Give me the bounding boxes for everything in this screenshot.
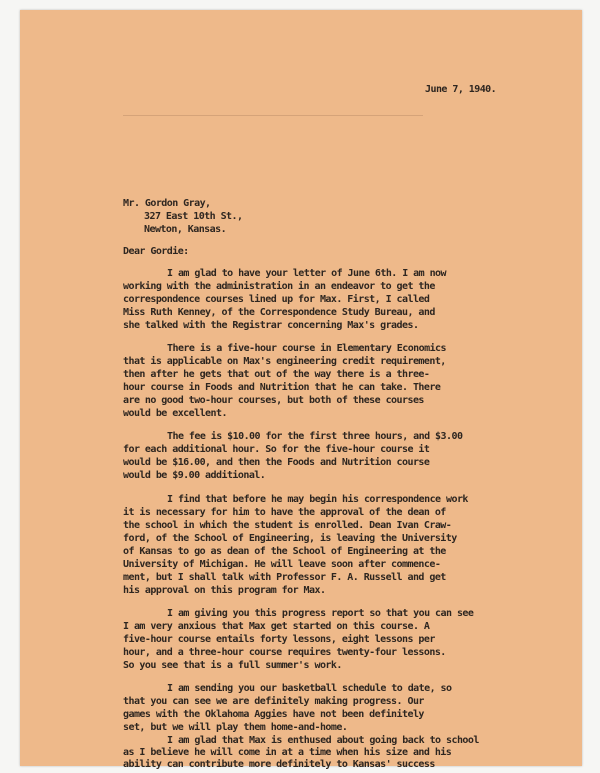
text-line: correspondence courses lined up for Max. First, I called (123, 294, 430, 305)
text-line: are no good two-hour courses, but both of these courses (123, 395, 424, 406)
text-line: There is a five-hour course in Elementary Economics (167, 343, 446, 354)
text-line: that you can see we are definitely making progress. Our (123, 696, 424, 707)
text-line: I am very anxious that Max get started on this course. A (123, 621, 430, 632)
text-line: ability can contribute more definitely to Kansas' success (123, 759, 435, 770)
text-line: I find that before he may begin his correspondence work (167, 494, 468, 505)
text-line: I am giving you this progress report so that you can see (167, 608, 474, 619)
salutation: Dear Gordie: (123, 246, 189, 257)
text-line: set, but we will play them home-and-home. (123, 722, 348, 733)
address-line: 327 East 10th St., (144, 211, 243, 222)
text-line: working with the administration in an endeavor to get the (123, 281, 435, 292)
text-line: would be excellent. (123, 408, 227, 419)
text-line: then after he gets that out of the way there is a three- (123, 369, 430, 380)
text-line: University of Michigan. He will leave soon after commence- (123, 559, 441, 570)
text-line: his approval on this program for Max. (123, 585, 326, 596)
letter-date: June 7, 1940. (425, 84, 497, 95)
text-line: it is necessary for him to have the approval of the dean of (123, 507, 446, 518)
text-line: of Kansas to go as dean of the School of Engineering at the (123, 546, 446, 557)
text-line: as I believe he will come in at a time when his size and his (123, 747, 452, 758)
text-line: hour course in Foods and Nutrition that he can take. There (123, 382, 441, 393)
text-line: I am glad to have your letter of June 6th. I am now (167, 268, 446, 279)
text-line: ment, but I shall talk with Professor F. A. Russell and get (123, 572, 446, 583)
text-line: for each additional hour. So for the five-hour course it (123, 444, 430, 455)
text-line: would be $9.00 additional. (123, 470, 266, 481)
text-line: I am sending you our basketball schedule to date, so (167, 683, 452, 694)
address-line: Newton, Kansas. (144, 224, 227, 235)
text-line: five-hour course entails forty lessons, eight lessons per (123, 634, 435, 645)
letter-page (20, 10, 582, 770)
text-line: would be $16.00, and then the Foods and Nutrition course (123, 457, 430, 468)
paper-mark (123, 115, 423, 116)
text-line: The fee is $10.00 for the first three hours, and $3.00 (167, 431, 463, 442)
text-line: ford, of the School of Engineering, is leaving the University (123, 533, 457, 544)
text-line: So you see that is a full summer's work. (123, 660, 342, 671)
text-line: that is applicable on Max's engineering credit requirement, (123, 356, 446, 367)
text-line: I am glad that Max is enthused about going back to school (167, 735, 479, 746)
text-line: she talked with the Registrar concerning Max's grades. (123, 320, 419, 331)
text-line: the school in which the student is enrolled. Dean Ivan Craw- (123, 520, 452, 531)
address-line: Mr. Gordon Gray, (123, 198, 211, 209)
text-line: hour, and a three-hour course requires twenty-four lessons. (123, 647, 446, 658)
text-line: Miss Ruth Kenney, of the Correspondence Study Bureau, and (123, 307, 435, 318)
text-line: games with the Oklahoma Aggies have not been definitely (123, 709, 424, 720)
